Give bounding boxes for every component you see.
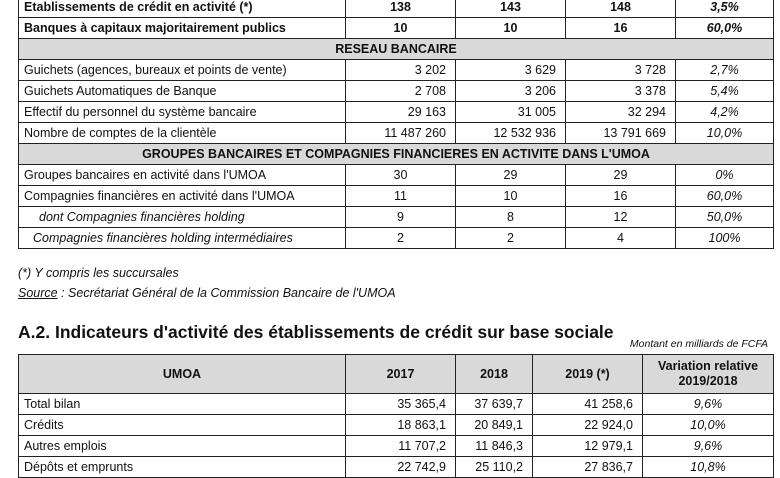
table-row <box>19 123 774 144</box>
cell-value: 20 849,1 <box>456 415 533 436</box>
cell-value: 35 365,4 <box>346 394 456 415</box>
footnote: (*) Y compris les succursales <box>18 266 179 280</box>
cell-variation: 50,0% <box>676 207 774 228</box>
cell-value: 37 639,7 <box>456 394 533 415</box>
cell-value: 16 <box>566 186 676 207</box>
source-text: : Secrétariat Général de la Commission Bancaire de l'UMOA <box>57 286 396 300</box>
cell-value: 13 791 669 <box>566 123 676 144</box>
cell-variation: 10,0% <box>676 123 774 144</box>
row-label: Etablissements de crédit en activité (*) <box>19 0 346 18</box>
row-label: dont Compagnies financières holding <box>19 207 346 228</box>
cell-value: 2 708 <box>346 81 456 102</box>
header-variation: Variation relative 2019/2018 <box>643 355 774 394</box>
cell-value: 10 <box>346 18 456 39</box>
source-label: Source <box>18 286 58 300</box>
section-header-row <box>19 144 774 165</box>
cell-value: 3 629 <box>456 60 566 81</box>
cell-value: 29 <box>566 165 676 186</box>
activity-table <box>18 354 774 478</box>
section-title: A.2. Indicateurs d'activité des établissements de crédit sur base sociale <box>18 322 614 342</box>
cell-variation: 2,7% <box>676 60 774 81</box>
table-row <box>19 457 774 478</box>
cell-value: 16 <box>566 18 676 39</box>
cell-value: 12 <box>566 207 676 228</box>
row-label: Groupes bancaires en activité dans l'UMOA <box>19 165 346 186</box>
cell-variation: 0% <box>676 165 774 186</box>
table-row <box>19 81 774 102</box>
cell-value: 3 202 <box>346 60 456 81</box>
row-label: Compagnies financières holding intermédiaires <box>19 228 346 249</box>
cell-value: 18 863,1 <box>346 415 456 436</box>
table-row <box>19 394 774 415</box>
row-label: Dépôts et emprunts <box>19 457 346 478</box>
row-label: Total bilan <box>19 394 346 415</box>
cell-value: 22 924,0 <box>533 415 643 436</box>
cell-variation: 10,8% <box>643 457 774 478</box>
cell-value: 27 836,7 <box>533 457 643 478</box>
cell-value: 29 163 <box>346 102 456 123</box>
section-title-reseau: RESEAU BANCAIRE <box>19 39 774 60</box>
cell-value: 148 <box>566 0 676 18</box>
row-label: Guichets Automatiques de Banque <box>19 81 346 102</box>
cell-value: 8 <box>456 207 566 228</box>
source-note <box>18 286 396 300</box>
header-row <box>19 355 774 394</box>
cell-variation: 10,0% <box>643 415 774 436</box>
table-row <box>19 415 774 436</box>
cell-value: 3 378 <box>566 81 676 102</box>
cell-value: 4 <box>566 228 676 249</box>
row-label: Banques à capitaux majoritairement publics <box>19 18 346 39</box>
cell-variation: 60,0% <box>676 186 774 207</box>
statistics-table <box>18 0 774 249</box>
cell-value: 138 <box>346 0 456 18</box>
cell-value: 143 <box>456 0 566 18</box>
row-label: Compagnies financières en activité dans l'UMOA <box>19 186 346 207</box>
cell-value: 41 258,6 <box>533 394 643 415</box>
header-2017: 2017 <box>346 355 456 394</box>
table-row <box>19 207 774 228</box>
header-umoa: UMOA <box>19 355 346 394</box>
cell-value: 10 <box>456 18 566 39</box>
cell-value: 11 846,3 <box>456 436 533 457</box>
cell-variation: 100% <box>676 228 774 249</box>
table-row <box>19 102 774 123</box>
cell-value: 31 005 <box>456 102 566 123</box>
cell-value: 2 <box>346 228 456 249</box>
cell-value: 12 532 936 <box>456 123 566 144</box>
cell-value: 22 742,9 <box>346 457 456 478</box>
cell-value: 12 979,1 <box>533 436 643 457</box>
header-2018: 2018 <box>456 355 533 394</box>
cell-value: 32 294 <box>566 102 676 123</box>
table-row <box>19 228 774 249</box>
header-2019: 2019 (*) <box>533 355 643 394</box>
cell-variation: 3,5% <box>676 0 774 18</box>
row-label: Effectif du personnel du système bancaire <box>19 102 346 123</box>
cell-value: 10 <box>456 186 566 207</box>
cell-value: 3 728 <box>566 60 676 81</box>
table-row <box>19 60 774 81</box>
cell-value: 2 <box>456 228 566 249</box>
table-row <box>19 0 774 18</box>
cell-value: 11 487 260 <box>346 123 456 144</box>
cell-variation: 5,4% <box>676 81 774 102</box>
cell-variation: 9,6% <box>643 436 774 457</box>
cell-value: 25 110,2 <box>456 457 533 478</box>
section-header-row <box>19 39 774 60</box>
unit-note: Montant en milliards de FCFA <box>629 338 768 350</box>
cell-value: 30 <box>346 165 456 186</box>
cell-value: 3 206 <box>456 81 566 102</box>
table-row <box>19 18 774 39</box>
cell-value: 9 <box>346 207 456 228</box>
row-label: Autres emplois <box>19 436 346 457</box>
table-row <box>19 436 774 457</box>
cell-variation: 9,6% <box>643 394 774 415</box>
cell-variation: 4,2% <box>676 102 774 123</box>
cell-value: 29 <box>456 165 566 186</box>
cell-variation: 60,0% <box>676 18 774 39</box>
row-label: Guichets (agences, bureaux et points de vente) <box>19 60 346 81</box>
row-label: Nombre de comptes de la clientèle <box>19 123 346 144</box>
cell-value: 11 <box>346 186 456 207</box>
row-label: Crédits <box>19 415 346 436</box>
section-title-groupes: GROUPES BANCAIRES ET COMPAGNIES FINANCIERES EN ACTIVITE DANS L'UMOA <box>19 144 774 165</box>
table-row <box>19 186 774 207</box>
table-row <box>19 165 774 186</box>
cell-value: 11 707,2 <box>346 436 456 457</box>
